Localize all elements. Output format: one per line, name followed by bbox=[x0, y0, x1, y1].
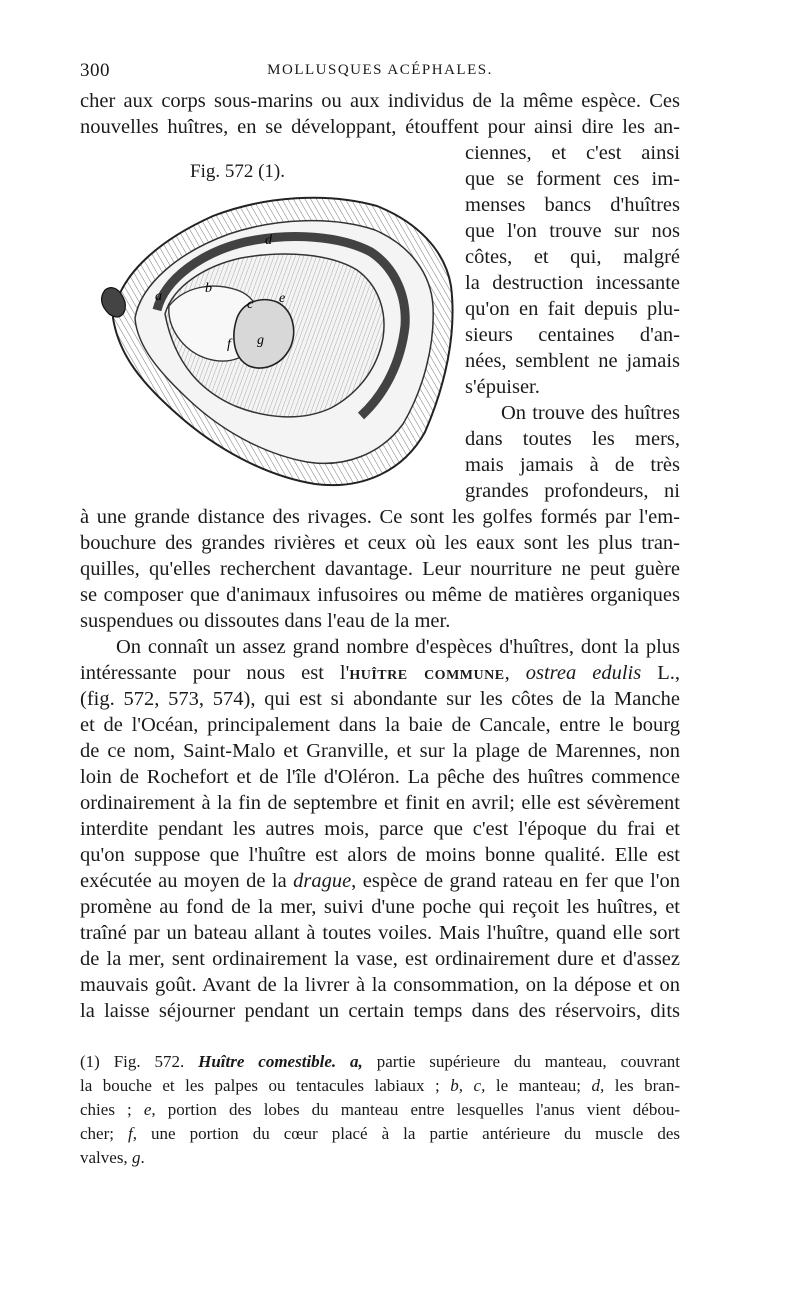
figure-label: e bbox=[279, 291, 286, 306]
latin-name: ostrea edulis bbox=[525, 662, 642, 684]
text-line: se composer que d'animaux infusoires ou même de matières organiques bbox=[80, 584, 680, 606]
figure-caption: Fig. 572 (1). bbox=[190, 161, 285, 182]
text-line: que l'on trouve sur nos bbox=[465, 220, 680, 242]
text-line: (fig. 572, 573, 574), qui est si abondante sur les côtes de la Manche bbox=[80, 688, 680, 710]
text-line: cher aux corps sous-marins ou aux individus de la même espèce. Ces bbox=[80, 90, 680, 112]
text-line: promène au fond de la mer, suivi d'une poche qui reçoit les huîtres, et bbox=[80, 896, 680, 918]
text-line: qu'on en fait depuis plu- bbox=[465, 298, 680, 320]
text-line: et de l'Océan, principalement dans la baie de Cancale, entre le bourg bbox=[80, 714, 680, 736]
figure-label: d bbox=[265, 233, 272, 248]
text-line: ordinairement à la fin de septembre et finit en avril; elle est sévèrement bbox=[80, 792, 680, 814]
page-number: 300 bbox=[80, 60, 110, 81]
text-line: exécutée au moyen de la drague, espèce de grand rateau en fer que l'on bbox=[80, 870, 680, 892]
footnote-line: la bouche et les palpes ou tentacules labiaux ; b, c, le manteau; d, les bran- bbox=[80, 1076, 680, 1095]
text-line: interdite pendant les autres mois, parce que c'est l'époque du frai et bbox=[80, 818, 680, 840]
figure-label: g bbox=[257, 333, 264, 348]
text-line: nouvelles huîtres, en se développant, étouffent pour ainsi dire les an- bbox=[80, 116, 680, 138]
footnote-line: cher; f, une portion du cœur placé à la partie antérieure du muscle des bbox=[80, 1124, 680, 1143]
footnote-line: chies ; e, portion des lobes du manteau entre lesquelles l'anus vient débou- bbox=[80, 1100, 680, 1119]
text-line: la laisse séjourner pendant un certain temps dans des réservoirs, dits bbox=[80, 1000, 680, 1022]
figure-label: a bbox=[155, 289, 162, 304]
text-line: traîné par un bateau allant à toutes voiles. Mais l'huître, quand elle sort bbox=[80, 922, 680, 944]
text-line: nées, semblent ne jamais bbox=[465, 350, 680, 372]
figure-label: c bbox=[247, 297, 254, 312]
text-line: côtes, et qui, malgré bbox=[465, 246, 680, 268]
text-line: On trouve des huîtres bbox=[501, 402, 680, 424]
figure-label: b bbox=[205, 281, 212, 296]
oyster-illustration bbox=[95, 186, 460, 496]
text-line: loin de Rochefort et de l'île d'Oléron. La pêche des huîtres commence bbox=[80, 766, 680, 788]
text-line: dans toutes les mers, bbox=[465, 428, 680, 450]
text-line: suspendues ou dissoutes dans l'eau de la mer. bbox=[80, 610, 451, 632]
text-line: grandes profondeurs, ni bbox=[465, 480, 680, 502]
text-line: de la mer, sent ordinairement la vase, est ordinairement dure et d'assez bbox=[80, 948, 680, 970]
text-line: mauvais goût. Avant de la livrer à la consommation, on la dépose et on bbox=[80, 974, 680, 996]
text-line: intéressante pour nous est l'huître commune, ostrea edulis L., bbox=[80, 662, 680, 684]
term-drague: drague bbox=[293, 870, 352, 892]
text-line: quilles, qu'elles recherchent davantage. Leur nourriture ne peut guère bbox=[80, 558, 680, 580]
figure-label: f bbox=[227, 337, 231, 352]
text-line: ciennes, et c'est ainsi bbox=[465, 142, 680, 164]
text-line: la destruction incessante bbox=[465, 272, 680, 294]
text-line: que se forment ces im- bbox=[465, 168, 680, 190]
running-title: MOLLUSQUES ACÉPHALES. bbox=[267, 62, 493, 78]
species-name: huître commune bbox=[349, 662, 505, 684]
text-line: de ce nom, Saint-Malo et Granville, et sur la plage de Marennes, non bbox=[80, 740, 680, 762]
text-line: qu'on suppose que l'huître est alors de moins bonne qualité. Elle est bbox=[80, 844, 680, 866]
text-line: bouchure des grandes rivières et ceux où les eaux sont les plus tran- bbox=[80, 532, 680, 554]
footnote-line: valves, g. bbox=[80, 1148, 145, 1167]
text-line: On connaît un assez grand nombre d'espèces d'huîtres, dont la plus bbox=[116, 636, 680, 658]
text-line: mais jamais à de très bbox=[465, 454, 680, 476]
footnote-line: (1) Fig. 572. Huître comestible. a, partie supérieure du manteau, couvrant bbox=[80, 1052, 680, 1071]
text-line: à une grande distance des rivages. Ce sont les golfes formés par l'em- bbox=[80, 506, 680, 528]
text-line: sieurs centaines d'an- bbox=[465, 324, 680, 346]
text-line: menses bancs d'huîtres bbox=[465, 194, 680, 216]
text-line: s'épuiser. bbox=[465, 376, 540, 398]
running-head bbox=[80, 60, 680, 86]
